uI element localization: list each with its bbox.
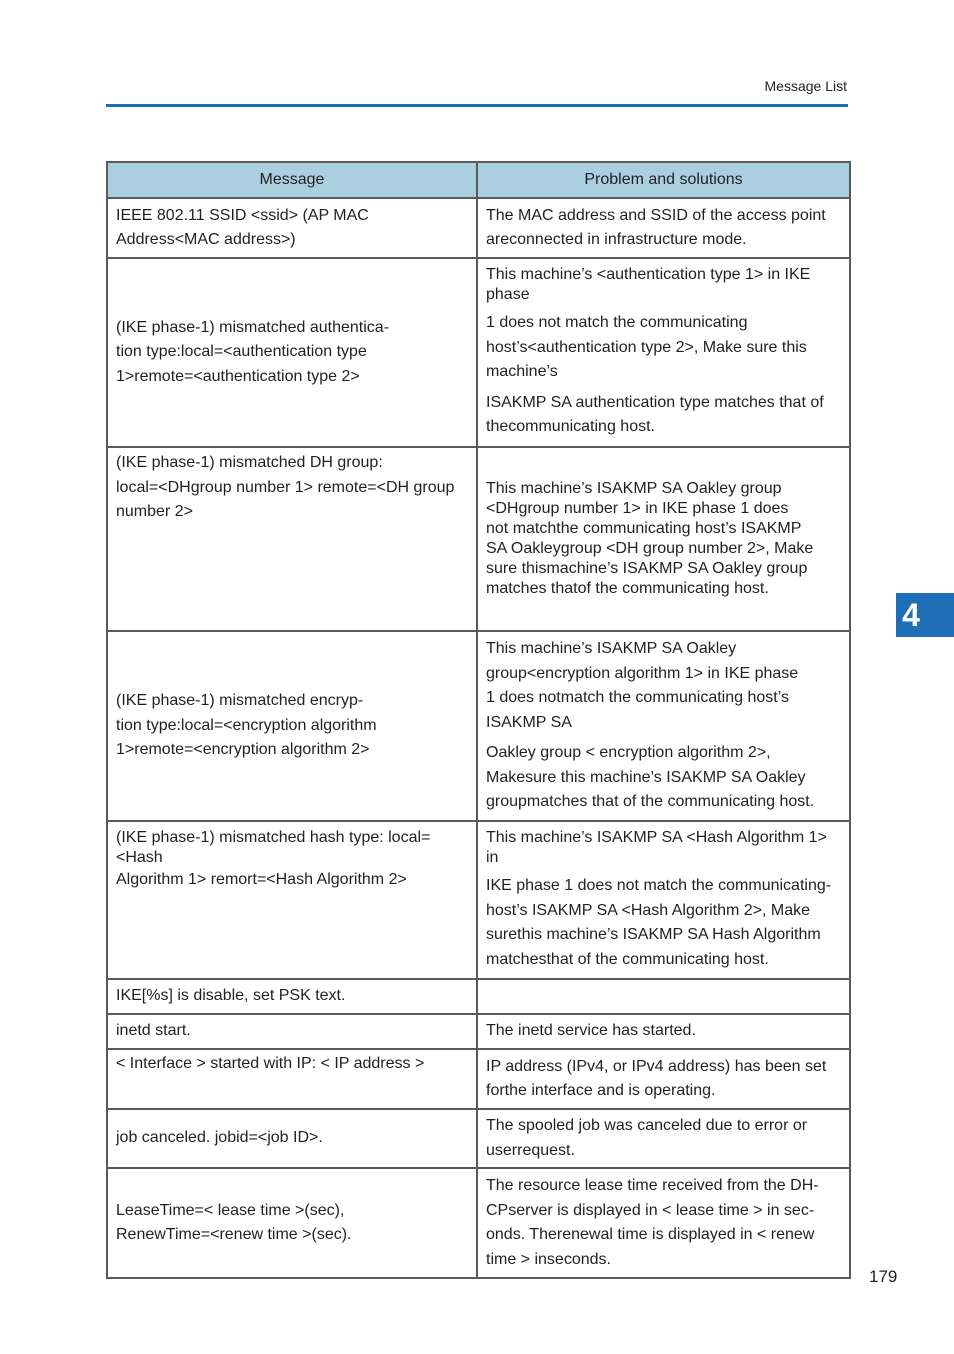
solution-cell — [477, 198, 850, 258]
solution-line: time > inseconds. — [486, 1250, 611, 1268]
message-line: 1>remote=<authentication type 2> — [116, 367, 360, 385]
message-cell — [107, 447, 477, 631]
solution-line: 1 does notmatch the communicating host’s — [486, 689, 789, 707]
message-line: job canceled. jobid=<job ID>. — [116, 1129, 323, 1147]
header-rule — [106, 104, 848, 107]
solution-line: This machine’s ISAKMP SA Oakley — [486, 640, 737, 658]
solution-line: The spooled job was canceled due to error or — [486, 1117, 808, 1134]
message-line: RenewTime=<renew time >(sec). — [116, 1226, 352, 1243]
table-row — [107, 1109, 850, 1168]
message-line: number 2> — [116, 503, 193, 520]
solution-line: Oakley group < encryption algorithm 2>, — [486, 744, 771, 762]
message-cell — [107, 821, 477, 979]
solution-line: sure thismachine’s ISAKMP SA Oakley group — [486, 560, 808, 577]
solution-line: matches thatof the communicating host. — [486, 580, 769, 597]
solution-cell — [477, 258, 850, 447]
message-cell — [107, 1049, 477, 1109]
solution-line: machine’s — [486, 363, 558, 381]
table-row — [107, 979, 850, 1014]
message-cell — [107, 258, 477, 447]
message-cell — [107, 198, 477, 258]
table-row — [107, 821, 850, 979]
solution-line: This machine’s ISAKMP SA Oakley group — [486, 480, 782, 497]
message-line: inetd start. — [116, 1022, 191, 1040]
solution-line: areconnected in infrastructure mode. — [486, 231, 747, 248]
solution-line: IP address (IPv4, or IPv4 address) has been set — [486, 1057, 827, 1075]
table-row — [107, 1168, 850, 1278]
solution-cell — [477, 821, 850, 979]
solution-cell — [477, 1168, 850, 1278]
solution-line: group<encryption algorithm 1> in IKE phase — [486, 664, 799, 682]
solution-line: userrequest. — [486, 1141, 575, 1159]
message-line: (IKE phase-1) mismatched encryp- — [116, 692, 364, 710]
message-line: Algorithm 1> remort=<Hash Algorithm 2> — [116, 871, 407, 888]
message-line: IEEE 802.11 SSID <ssid> (AP MAC — [116, 206, 369, 224]
message-cell — [107, 1168, 477, 1278]
table-row — [107, 1014, 850, 1049]
message-line: (IKE phase-1) mismatched authentica- — [116, 318, 390, 336]
solution-line: host’s ISAKMP SA <Hash Algorithm 2>, Make — [486, 901, 811, 919]
solution-line: 1 does not match the communicating — [486, 314, 748, 332]
solution-line: Makesure this machine’s ISAKMP SA Oakley — [486, 768, 806, 786]
solution-line: IKE phase 1 does not match the communicating- — [486, 877, 832, 894]
solution-line: ISAKMP SA authentication type matches that of — [486, 393, 824, 411]
message-cell — [107, 1014, 477, 1049]
solution-line: The MAC address and SSID of the access point — [486, 206, 826, 224]
solution-cell — [477, 447, 850, 631]
message-line: tion type:local=<encryption algorithm — [116, 716, 377, 734]
table-header-row — [107, 162, 850, 198]
message-line: LeaseTime=< lease time >(sec), — [116, 1201, 345, 1219]
solution-line: The inetd service has started. — [486, 1022, 696, 1040]
table-row — [107, 447, 850, 631]
section-title: Message List — [764, 78, 847, 94]
message-table — [106, 161, 851, 1279]
solution-line: This machine’s ISAKMP SA <Hash Algorithm 1> in — [486, 829, 827, 866]
message-cell — [107, 1109, 477, 1168]
page-number: 179 — [869, 1267, 898, 1286]
solution-line: The resource lease time received from the DH- — [486, 1177, 819, 1194]
solution-line: surethis machine’s ISAKMP SA Hash Algorithm — [486, 926, 821, 943]
table-row — [107, 631, 850, 821]
message-line: < Interface > started with IP: < IP address > — [116, 1055, 425, 1072]
chapter-tab: 4 — [896, 593, 954, 637]
table-row — [107, 258, 850, 447]
solution-cell — [477, 1109, 850, 1168]
solution-cell — [477, 1049, 850, 1109]
solution-line: not matchthe communicating host’s ISAKMP — [486, 520, 802, 537]
solution-line: groupmatches that of the communicating host. — [486, 793, 815, 811]
message-line: Address<MAC address>) — [116, 231, 296, 248]
solution-cell — [477, 631, 850, 821]
solution-line: host’s<authentication type 2>, Make sure this — [486, 338, 807, 356]
message-line: tion type:local=<authentication type — [116, 343, 367, 361]
solution-line: CPserver is displayed in < lease time > in sec- — [486, 1201, 815, 1219]
message-line: IKE[%s] is disable, set PSK text. — [116, 987, 346, 1005]
table-row — [107, 198, 850, 258]
solution-line: This machine’s <authentication type 1> in IKE phase — [486, 266, 811, 304]
solution-line: ISAKMP SA — [486, 713, 572, 731]
solution-line: SA Oakleygroup <DH group number 2>, Make — [486, 540, 814, 557]
message-line: 1>remote=<encryption algorithm 2> — [116, 741, 370, 759]
message-cell — [107, 631, 477, 821]
message-cell — [107, 979, 477, 1014]
column-header-solutions: Problem and solutions — [477, 162, 850, 198]
solution-cell — [477, 1014, 850, 1049]
message-line: (IKE phase-1) mismatched hash type: local=<Hash — [116, 829, 431, 866]
solution-line: onds. Therenewal time is displayed in < renew — [486, 1226, 815, 1243]
solution-line: thecommunicating host. — [486, 418, 655, 436]
table-row — [107, 1049, 850, 1109]
column-header-message: Message — [107, 162, 477, 198]
solution-cell — [477, 979, 850, 1014]
solution-line: forthe interface and is operating. — [486, 1082, 716, 1099]
message-line: (IKE phase-1) mismatched DH group: — [116, 454, 383, 471]
solution-line: matchesthat of the communicating host. — [486, 950, 769, 968]
solution-line: <DHgroup number 1> in IKE phase 1 does — [486, 500, 789, 517]
message-line: local=<DHgroup number 1> remote=<DH group — [116, 478, 455, 496]
